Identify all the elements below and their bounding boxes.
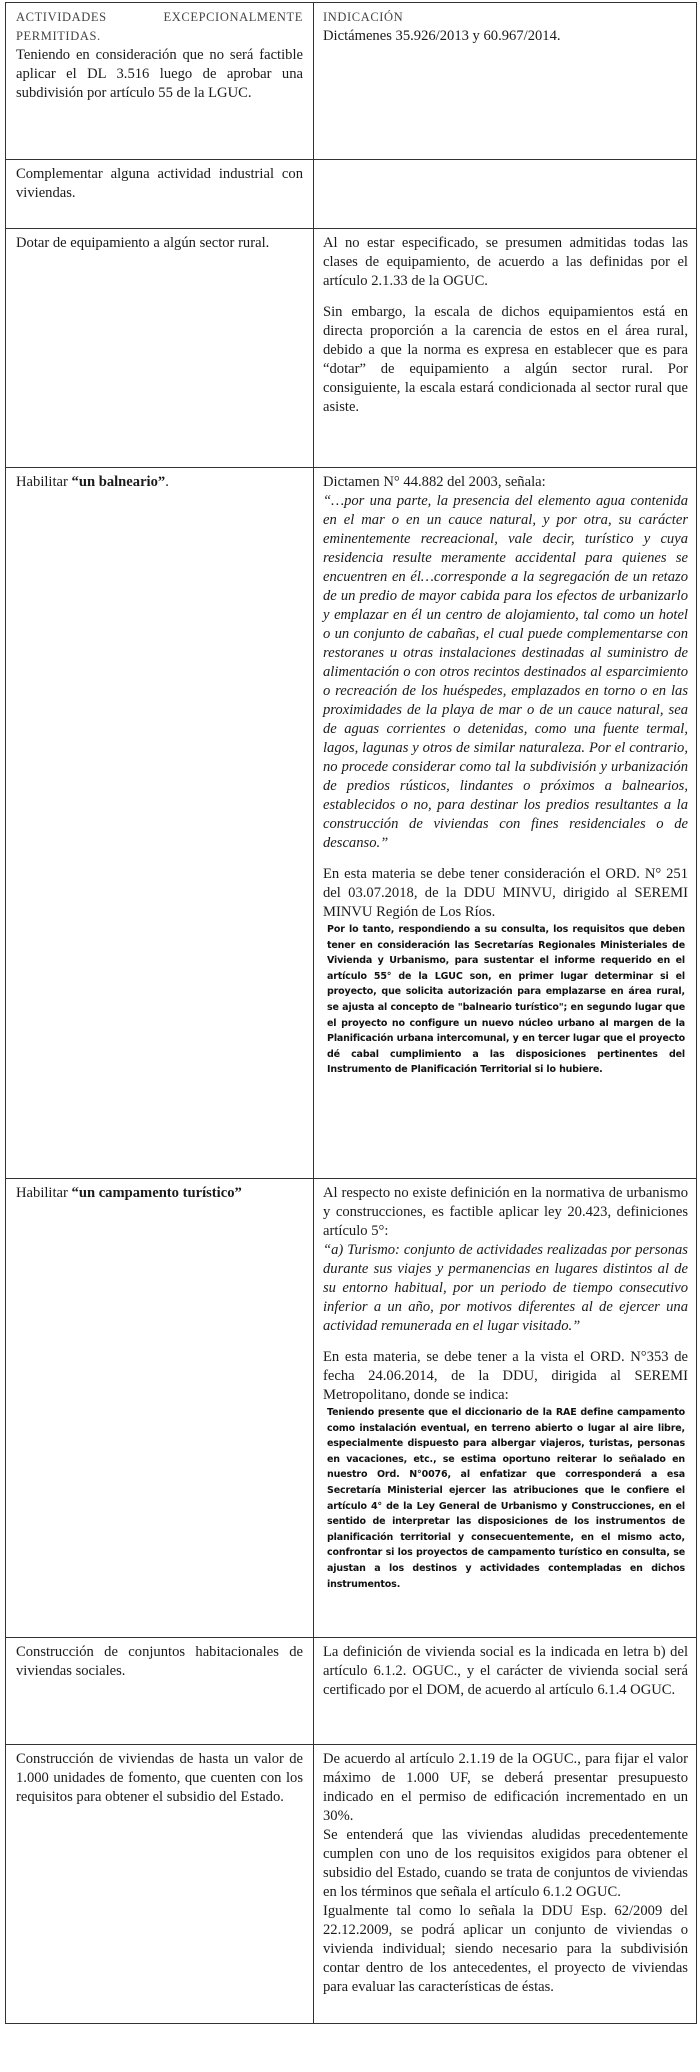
activity-text: Complementar alguna actividad industrial con viviendas.: [16, 166, 303, 201]
header-left-cell: [6, 3, 314, 159]
indication-cell: [314, 160, 696, 220]
activity-highlight: “un balneario”: [71, 474, 166, 490]
indication-cell: [314, 1179, 696, 1637]
indication-paragraph: De acuerdo al artículo 2.1.19 de la OGUC., para fijar el valor máximo de 1.000 UF, se deberá presentar presupuesto indicado en el permiso de edificación incrementado en un 30%.: [323, 1751, 688, 1824]
activity-cell: [6, 1179, 314, 1637]
dictamen-reference: Dictamen N° 44.882 del 2003, señala:: [323, 474, 546, 490]
indication-cell: [314, 1745, 696, 2023]
indication-cell: [314, 229, 696, 467]
indication-paragraph: Se entenderá que las viviendas aludidas precedentemente cumplen con uno de los requisitos exigidos para obtener el subsidio del Estado, cuando se trata de conjuntos de viviendas en los términos que señala el artículo 6.1.2 OGUC.: [323, 1827, 688, 1900]
law-quote: “a) Turismo: conjunto de actividades realizadas por personas durante sus viajes y permanencias en lugares distintos al de su entorno habitual, por un periodo de tiempo consecutivo inferior a un año, por motivos diferentes al de ejercer una actividad remunerada en el lugar visitado.”: [323, 1242, 688, 1334]
activity-text: Construcción de viviendas de hasta un valor de 1.000 unidades de fomento, que cuenten con los requisitos para obtener el subsidio del Estado.: [16, 1751, 303, 1805]
table-header-row: [6, 2, 696, 159]
indication-intro: Al respecto no existe definición en la normativa de urbanismo y construcciones, es factible aplicar ley 20.423, definiciones artículo 5°:: [323, 1185, 688, 1239]
table-row: [6, 1178, 696, 1637]
indication-cell: [314, 1638, 696, 1736]
activity-text: Construcción de conjuntos habitacionales de viviendas sociales.: [16, 1644, 303, 1679]
header-right-cell: [314, 3, 696, 159]
ord-intro: En esta materia, se debe tener a la vista el ORD. N°353 de fecha 24.06.2014, de la DDU, dirigida al SEREMI Metropolitano, donde se indica:: [323, 1349, 688, 1403]
header-left-title: ACTIVIDADES EXCEPCIONALMENTE PERMITIDAS.: [16, 10, 303, 43]
ord-excerpt: Por lo tanto, respondiendo a su consulta, los requisitos que deben tener en consideración las Secretarías Regionales Ministeriales de Vivienda y Urbanismo, para sustentar el informe requerido en el artículo 55° de la LGUC son, en primer lugar determinar si el proyecto, que solicita autorización para emplazarse en área rural, se ajusta al concepto de "balneario turístico"; en segundo lugar que el proyecto no configure un nuevo núcleo urbano al margen de la Planificación urbana intercomunal, y en tercer lugar que el proyecto dé cabal cumplimiento a las disposiciones pertinentes del Instrumento de Planificación Territorial si lo hubiere.: [327, 924, 685, 1076]
indication-paragraph: Igualmente tal como lo señala la DDU Esp. 62/2009 del 22.12.2009, se podrá aplicar un conjunto de viviendas o vivienda individual; siendo necesario para la subdivisión contar dentro de los antecedentes, el proyecto de viviendas para evaluar las características de éstas.: [323, 1903, 688, 1995]
activity-text: Habilitar “un campamento turístico”: [16, 1185, 242, 1201]
indication-paragraph: Al no estar especificado, se presumen admitidas todas las clases de equipamiento, de acuerdo a las definidas por el artículo 2.1.33 de la OGUC.: [323, 235, 688, 289]
activities-table: [5, 2, 697, 2024]
ord-intro: En esta materia se debe tener consideración el ORD. N° 251 del 03.07.2018, de la DDU MINVU, dirigido al SEREMI MINVU Región de Los Ríos.: [323, 866, 688, 920]
table-row: [6, 467, 696, 1178]
activity-cell: [6, 160, 314, 220]
header-right-title: INDICACIÓN: [323, 10, 404, 24]
row-separator: [6, 1736, 696, 1745]
activity-cell: [6, 1638, 314, 1736]
indication-text: La definición de vivienda social es la indicada en letra b) del artículo 6.1.2. OGUC., y el carácter de vivienda social será certificado por el DOM, de acuerdo al artículo 6.1.4 OGUC.: [323, 1644, 688, 1698]
indication-cell: [314, 468, 696, 1178]
ord-excerpt: Teniendo presente que el diccionario de la RAE define campamento como instalación eventual, en terreno abierto o lugar al aire libre, especialmente dispuesto para albergar viajeros, turistas, personas en vacaciones, etc., se estima oportuno reiterar lo señalado en nuestro Ord. N°0076, al enfatizar que corresponderá a esa Secretaría Ministerial ejercer las atribuciones que le confiere el artículo 4° de la Ley General de Urbanismo y Construcciones, en el sentido de interpretar las disposiciones de los instrumentos de planificación territorial y consecuentemente, en el mismo acto, confrontar si los proyectos de campamento turístico en consulta, se ajustan a los destinos y actividades contempladas en dichos instrumentos.: [327, 1407, 685, 1590]
table-row: [6, 229, 696, 467]
table-row: [6, 159, 696, 220]
dictamen-quote: “…por una parte, la presencia del elemento agua contenida en el mar o en un cauce natural, y por otra, su carácter eminentemente recreacional, vale decir, turístico y cuya residencia resulte meramente accidental para quienes se encuentren en él…corresponde a la segregación de un retazo de un predio de mayor cabida para los efectos de urbanizarlo y emplazar en él un centro de alojamiento, tal como un hotel o un conjunto de cabañas, el cual puede complementarse con restoranes u otras instalaciones destinadas al suministro de alimentación o con otros recintos destinados al esparcimiento o recreación de los huéspedes, emplazados en torno o en las proximidades de la playa de mar o de un cauce natural, sea de aguas corrientes o detenidas, como una fuente termal, lagos, lagunas y otros de similar naturaleza. Por el contrario, no procede considerar como tal la subdivisión y urbanización de predios rústicos, lindantes o próximos a balnearios, establecidos o no, para destinar los predios resultantes a la construcción de viviendas con fines residenciales o de descanso.”: [323, 493, 688, 851]
activity-highlight: “un campamento turístico”: [71, 1185, 242, 1201]
activity-text: Dotar de equipamiento a algún sector rural.: [16, 235, 270, 251]
indication-paragraph: Sin embargo, la escala de dichos equipamientos está en directa proporción a la carencia de estos en el área rural, debido a que la norma es expresa en establecer que es para “dotar” de equipamiento a algún sector rural. Por consiguiente, la escala estará condicionada al sector rural que asiste.: [323, 304, 688, 415]
table-row: [6, 1745, 696, 2024]
activity-text: Habilitar “un balneario”.: [16, 474, 169, 490]
row-separator: [6, 220, 696, 229]
activity-cell: [6, 229, 314, 467]
activity-cell: [6, 468, 314, 1178]
table-row: [6, 1637, 696, 1736]
header-left-text: Teniendo en consideración que no será factible aplicar el DL 3.516 luego de aprobar una subdivisión por artículo 55 de la LGUC.: [16, 47, 303, 101]
activity-cell: [6, 1745, 314, 2023]
header-right-text: Dictámenes 35.926/2013 y 60.967/2014.: [323, 28, 561, 44]
